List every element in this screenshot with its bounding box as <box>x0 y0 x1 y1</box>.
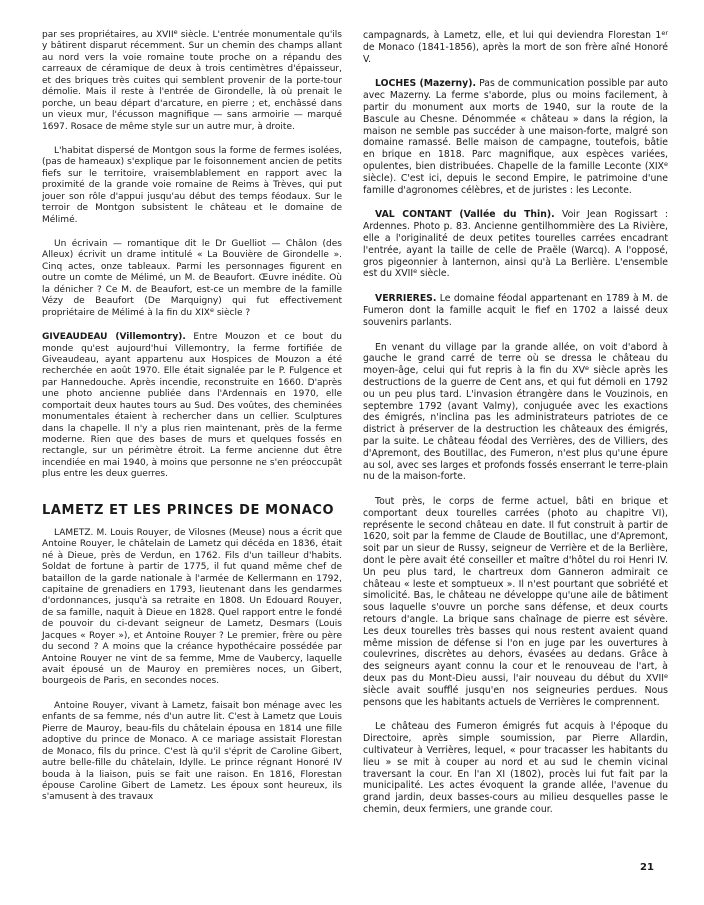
paragraph <box>42 332 342 481</box>
paragraph: Tout près, le corps de ferme actuel, bâti en brique et comportant deux tourelles carrées (photo au chapitre VI), représente le second château en date. Il fut construit à partir de 1620, soit par la femme de Claude de Boutillac, une d'Apremont, soit par un sieur de Russy, seigneur de Verrière et de la Berlière, dont le père avait été conseiller et maître d'hôtel du roi Henri IV. Un peu plus tard, le chartreux dom Ganneron admirait ce château « leste et somptueux ». Il n'est pourtant que sobriété et simolicité. Bas, le château ne développe qu'une aile de bâtiment sous laquelle s'ouvre un porche sans défense, et deux courts retours d'angle. La brique sans chaînage de pierre est sévère. Les deux tourelles très basses qui nous restent avaient quand même mission de défense si l'on en juge par les ouvertures à coulevrines, discrètes au dehors, évasées au dedans. Grâce à des seigneurs ayant connu la cour et le renouveau de l'art, à deux pas du Mont-Dieu aussi, l'air nouveau du début du XVIIe siècle avait soufflé jusqu'en nos seigneuries perdues. Nous pensons que les habitants actuels de Verrières le comprennent. <box>363 496 668 708</box>
paragraph: En venant du village par la grande allée, on voit d'abord à gauche le grand carré de terre où se dressa le château du moyen-âge, celui qui fut repris à la fin du XVe siècle après les destructions de la guerre de Cent ans, et qui fut démoli en 1792 ou un peu plus tard. L'invasion étrangère dans le Vouzinois, en septembre 1792 (avant Valmy), conjuguée avec les exactions des émigrés, n'inclina pas les administrateurs patriotes de ce district à préserver de la destruction les châteaux des émigrés, par la suite. Le château féodal des Verrières, des de Villiers, des d'Apremont, des Boutillac, des Fumeron, n'est plus qu'une épure au sol, avec ses larges et profonds fossés enserrant le terre-plain nu de la maison-forte. <box>363 341 668 483</box>
paragraph: L'habitat dispersé de Montgon sous la forme de fermes isolées, (pas de hameaux) s'explique par le foisonnement ancien de petits fiefs sur le territoire, vraisemblablement en rapport avec la proximité de la grande voie romaine de Reims à Trèves, qui put jouer son rôle d'appui jusqu'au début des temps féodaux. Sur le terroir de Montgon subsistent le château et le domaine de Mélimé. <box>42 145 342 225</box>
paragraph <box>363 293 668 328</box>
paragraph: campagnards, à Lametz, elle, et lui qui deviendra Florestan 1er de Monaco (1841-1856), après la mort de son frère aîné Honoré V. <box>363 29 668 65</box>
entry-heading: GIVEAUDEAU (Villemontry). <box>42 332 186 343</box>
page-number: 21 <box>640 862 654 873</box>
paragraph <box>363 78 668 196</box>
right-column <box>363 30 668 829</box>
paragraph: Antoine Rouyer, vivant à Lametz, faisait bon ménage avec les enfants de sa femme, nés d'un autre lit. C'est à Lametz que Louis Pierre de Mauroy, beau-fils du châtelain épousa en 1814 une fille adoptive du prince de Monaco. A ce mariage assistait Florestan de Monaco, fils du prince. C'est là qu'il s'éprit de Caroline Gibert, autre belle-fille du châtelain, Idylle. Le prince régnant Honoré IV bouda à la liaison, puis se fait une raison. En 1816, Florestan épouse Caroline Gibert de Lametz. Les époux sont heureux, ils s'amusent à des travaux <box>42 700 342 803</box>
paragraph: Un écrivain — romantique dit le Dr Guelliot — Châlon (des Alleux) écrivit un drame intitulé « La Bouvière de Girondelle ». Cinq actes, onze tableaux. Parmi les personnages figurent en outre un comte de Mélimé, un M. de Beaufort. Œuvre inédite. Où la dénicher ? Ce M. de Beaufort, est-ce un membre de la famille Vézy de Beaufort (De Marquigny) qui fut effectivement propriétaire de Mélimé à la fin du XIXe siècle ? <box>42 239 342 318</box>
entry-text: Entre Mouzon et ce bout du monde qu'est aujourd'hui Villemontry, la ferme fortifiée de Giveaudeau, ayant appartenu aux Hospices de Mouzon a été recherchée en août 1970. Elle était signalée par le P. Fulgence et par Hannedouche. Après incendie, reconstruite en 1660. D'après une photo ancienne publiée dans l'Ardennais en 1970, elle comportait deux hautes tours au Sud. Des voûtes, des cheminées monumentales étaient à rechercher dans un cellier. Sculptures dans la chapelle. Il n'y a plus rien maintenant, près de la ferme moderne. Rien que des bases de murs et quelques fossés en rectangle, sur un périmètre étroit. La ferme ancienne dut être incendiée en mai 1940, à moins que personne ne s'en préoccupât plus entre les deux guerres. <box>42 332 342 480</box>
paragraph: par ses propriétaires, au XVIIe siècle. L'entrée monumentale qu'ils y bâtirent disparut récemment. Sur un chemin des champs allant au nord vers la voie romaine toute proche on a répandu des carreaux de céramique de deux à trois centimètres d'épaisseur, et des briques très cuites qui semblent provenir de la porte-tour démolie. Mais il reste à l'entrée de Girondelle, là où prenait le porche, un beau départ d'arcature, en pierre ; et, enchâssé dans un vieux mur, l'écusson magnifique — sans armoirie — marqué 1697. Rosace de même style sur un autre mur, à droite. <box>42 28 342 132</box>
paragraph: Le château des Fumeron émigrés fut acquis à l'époque du Directoire, après simple soumission, par Pierre Allardin, cultivateur à Verrières, lequel, « pour tracasser les habitants du lieu » se mit à couper au nord et au sud le chemin vicinal traversant la cour. En l'an XI (1802), procès lui fut fait par la municipalité. Les actes évoquent la grande allée, l'avenue du grand jardin, deux basses-cours au milieu desquelles passe le chemin, deux fermiers, une grande cour. <box>363 721 668 816</box>
entry-text: Pas de communication possible par auto avec Mazerny. La ferme s'aborde, plus ou moins facilement, à partir du monument aux morts de 1940, sur la route de la Bascule au Chesne. Dénommée « château » dans la région, la maison ne semble pas succéder à une maison-forte, malgré son domaine ramassé. Belle maison de campagne, toutefois, bâtie en brique en 1818. Parc magnifique, aux espèces variées, opulentes, bien distribuées. Chapelle de la famille Leconte (XIXe siècle). C'est ici, depuis le second Empire, le patrimoine d'une famille d'agronomes célèbres, et de juristes : les Leconte. <box>363 78 668 196</box>
paragraph <box>363 209 668 280</box>
paragraph: LAMETZ. M. Louis Rouyer, de Vilosnes (Meuse) nous a écrit que Antoine Rouyer, le châtelain de Lametz qui décéda en 1836, était né à Dieue, près de Verdun, en 1762. Fils d'un tailleur d'habits. Soldat de fortune à partir de 1775, il fut quand même chef de bataillon de la garde nationale à l'armée de Kellermann en 1792, capitaine de grenadiers en 1793, lieutenant dans les gendarmes d'ordonnances, jusqu'à sa retraite en 1808. Un Edouard Rouyer, de sa famille, naquit à Dieue en 1828. Quel rapport entre le fondé de pouvoir du ci-devant seigneur de Lametz, Desmars (Louis Jacques « Royer »), et Antoine Rouyer ? Le premier, frère ou père du second ? A moins que la créance hypothécaire possédée par Antoine Rouyer ne vint de sa femme, Mme de Vaubercy, laquelle avait épousé un de Mauroy en premières noces, un Gibert, bourgeois de Paris, en secondes noces. <box>42 527 342 687</box>
entry-heading: LOCHES (Mazerny). <box>375 78 477 90</box>
entry-text: Le domaine féodal appartenant en 1789 à M. de Fumeron dont la famille acquit le fief en 1702 a laissé deux souvenirs parlants. <box>363 293 668 328</box>
left-column <box>42 30 342 817</box>
section-title: LAMETZ ET LES PRINCES DE MONACO <box>42 502 335 518</box>
entry-text: Voir Jean Rogissart : Ardennes. Photo p. 83. Ancienne gentilhommière des La Rivière, elle a l'originalité de deux petites tourelles carrées encadrant l'entrée, ayant la taille de celle de Praële (Warcq). A l'opposé, gros pigeonnier à lanternon, ainsi qu'à La Berlière. L'ensemble est du XVIIe siècle. <box>363 209 668 280</box>
entry-heading: VAL CONTANT (Vallée du Thin). <box>375 209 555 221</box>
entry-heading: VERRIERES. <box>375 293 437 305</box>
